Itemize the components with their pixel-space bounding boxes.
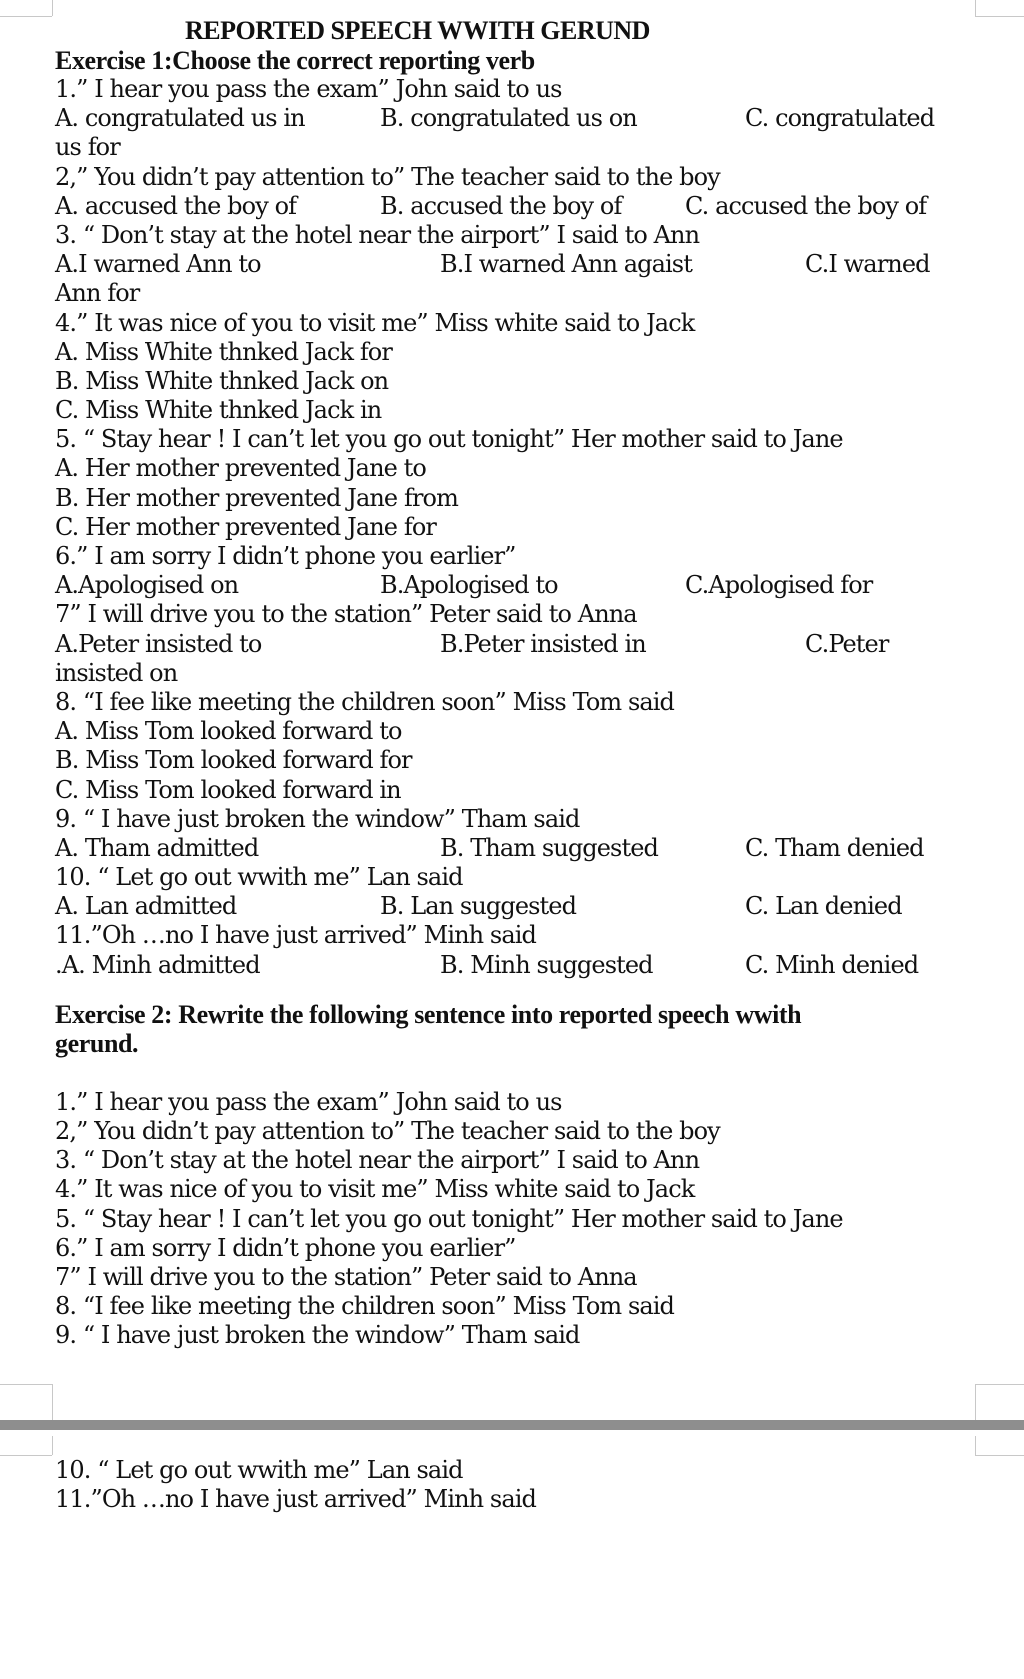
crop-mark xyxy=(975,1455,1024,1456)
question-text: 10. “ Let go out wwith me” Lan said xyxy=(55,863,463,892)
crop-mark xyxy=(975,16,1024,17)
crop-mark xyxy=(52,0,53,16)
rewrite-item: 5. “ Stay hear ! I can’t let you go out tonight” Her mother said to Jane xyxy=(55,1204,843,1233)
answer-options-row xyxy=(55,104,975,133)
question-text: 7” I will drive you to the station” Peter said to Anna xyxy=(55,600,637,629)
exercise1-questions xyxy=(55,75,975,980)
rewrite-item: 8. “I fee like meeting the children soon” Miss Tom said xyxy=(55,1292,675,1321)
crop-mark xyxy=(52,1384,53,1420)
exercise2-items-page2 xyxy=(55,1456,975,1514)
rewrite-item: 2,” You didn’t pay attention to” The teacher said to the boy xyxy=(55,1117,720,1145)
question-text: 2,” You didn’t pay attention to” The teacher said to the boy xyxy=(55,162,720,191)
answer-option: B. Her mother prevented Jane from xyxy=(55,483,458,512)
page-title: REPORTED SPEECH WWITH GERUND xyxy=(185,16,650,45)
answer-options-row xyxy=(55,951,975,980)
answer-option-a: A.Peter insisted to xyxy=(55,629,262,658)
answer-option-c: C.I warned xyxy=(805,250,930,279)
answer-option-c: C. Tham denied xyxy=(745,833,924,862)
crop-mark xyxy=(0,16,52,17)
question-text: 11.”Oh …no I have just arrived” Minh said xyxy=(55,921,536,950)
crop-mark xyxy=(0,1384,52,1385)
rewrite-item: 9. “ I have just broken the window” Tham said xyxy=(55,1321,580,1350)
answer-option-c-continued: us for xyxy=(55,133,120,162)
answer-option: C. Her mother prevented Jane for xyxy=(55,512,436,541)
rewrite-item: 3. “ Don’t stay at the hotel near the airport” I said to Ann xyxy=(55,1146,700,1175)
answer-option: B. Miss White thnked Jack on xyxy=(55,366,389,395)
answer-option: A. Her mother prevented Jane to xyxy=(55,454,426,483)
answer-options-row xyxy=(55,192,975,221)
answer-option: C. Miss White thnked Jack in xyxy=(55,396,382,425)
answer-option-c: C.Apologised for xyxy=(685,571,873,600)
answer-option-c-continued: Ann for xyxy=(55,279,140,308)
question-text: 1.” I hear you pass the exam” John said to us xyxy=(55,75,562,103)
rewrite-item: 7” I will drive you to the station” Peter said to Anna xyxy=(55,1262,637,1291)
answer-option-a: A. accused the boy of xyxy=(55,191,297,220)
answer-option-a: A.Apologised on xyxy=(55,571,239,600)
answer-option: A. Miss White thnked Jack for xyxy=(55,337,392,366)
page-break-divider xyxy=(0,1420,1024,1430)
rewrite-item: 11.”Oh …no I have just arrived” Minh said xyxy=(55,1485,536,1514)
answer-option-a: .A. Minh admitted xyxy=(55,950,260,979)
answer-option-c: C. accused the boy of xyxy=(685,191,927,220)
crop-mark xyxy=(975,1436,976,1455)
rewrite-item: 4.” It was nice of you to visit me” Miss white said to Jack xyxy=(55,1175,695,1204)
question-text: 8. “I fee like meeting the children soon” Miss Tom said xyxy=(55,687,675,716)
exercise2-items xyxy=(55,1088,975,1351)
rewrite-item: 10. “ Let go out wwith me” Lan said xyxy=(55,1456,463,1484)
crop-mark xyxy=(975,1384,976,1420)
answer-option-b: B. Tham suggested xyxy=(440,833,658,862)
answer-option: C. Miss Tom looked forward in xyxy=(55,775,401,804)
rewrite-item: 6.” I am sorry I didn’t phone you earlier” xyxy=(55,1233,516,1262)
answer-option-b: B.Peter insisted in xyxy=(440,629,646,658)
answer-option-c: C. Minh denied xyxy=(745,950,919,979)
answer-option-c: C. Lan denied xyxy=(745,892,902,921)
answer-options-row xyxy=(55,834,975,863)
question-text: 4.” It was nice of you to visit me” Miss white said to Jack xyxy=(55,308,695,337)
crop-mark xyxy=(0,1455,52,1456)
crop-mark xyxy=(975,1384,1024,1385)
exercise1-heading: Exercise 1:Choose the correct reporting verb xyxy=(55,46,535,75)
answer-options-row xyxy=(55,892,975,921)
answer-option-c-continued: insisted on xyxy=(55,658,178,687)
answer-option-a: A. Lan admitted xyxy=(55,892,237,921)
answer-option-a: A. Tham admitted xyxy=(55,833,259,862)
answer-option-b: B. Lan suggested xyxy=(380,892,577,921)
crop-mark xyxy=(52,1436,53,1455)
answer-option: A. Miss Tom looked forward to xyxy=(55,717,402,746)
answer-options-row xyxy=(55,250,975,279)
question-text: 3. “ Don’t stay at the hotel near the airport” I said to Ann xyxy=(55,220,700,249)
answer-option-c: C. congratulated xyxy=(745,104,935,133)
exercise2-heading-line2: gerund. xyxy=(55,1028,139,1058)
answer-option-c: C.Peter xyxy=(805,629,889,658)
answer-option-a: A.I warned Ann to xyxy=(55,250,261,279)
answer-options-row xyxy=(55,630,975,659)
crop-mark xyxy=(975,0,976,16)
document-body xyxy=(55,16,975,1351)
answer-option-a: A. congratulated us in xyxy=(55,104,305,133)
answer-option-b: B.Apologised to xyxy=(380,571,558,600)
rewrite-item: 1.” I hear you pass the exam” John said to us xyxy=(55,1087,562,1116)
answer-option-b: B. Minh suggested xyxy=(440,950,653,979)
exercise2-heading-line1: Exercise 2: Rewrite the following sentence into reported speech wwith xyxy=(55,999,802,1029)
question-text: 9. “ I have just broken the window” Tham said xyxy=(55,804,580,833)
answer-option-b: B. congratulated us on xyxy=(380,104,637,133)
question-text: 6.” I am sorry I didn’t phone you earlier” xyxy=(55,542,516,570)
answer-options-row xyxy=(55,571,975,600)
question-text: 5. “ Stay hear ! I can’t let you go out tonight” Her mother said to Jane xyxy=(55,425,843,454)
answer-option-b: B. accused the boy of xyxy=(380,191,622,220)
answer-option-b: B.I warned Ann agaist xyxy=(440,250,692,279)
answer-option: B. Miss Tom looked forward for xyxy=(55,746,412,775)
